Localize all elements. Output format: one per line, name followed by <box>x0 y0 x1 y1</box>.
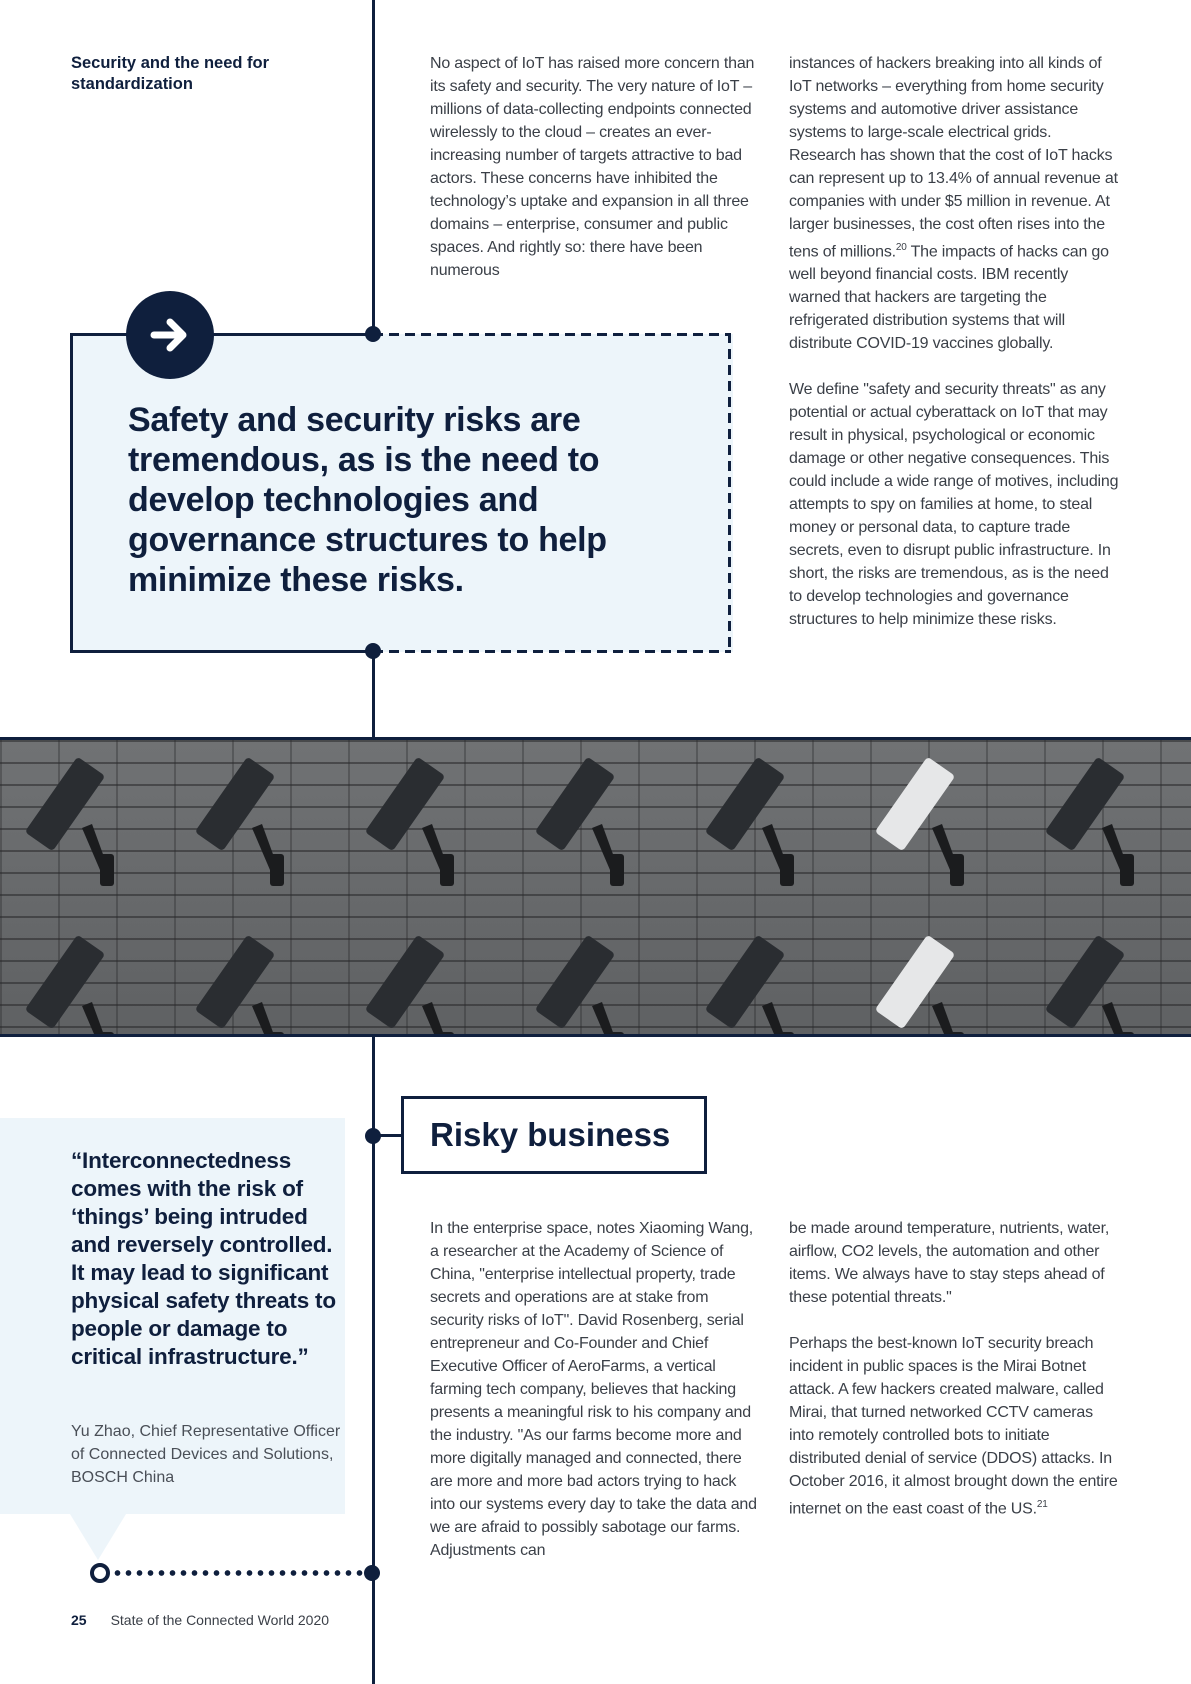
definition-paragraph: We define "safety and security threats" as any potential or actual cyberattack on IoT that may result in physical, psychological or economic damage or other negative consequences. This could include a wide range of motives, including attempts to spy on families at home, to steal money or personal data, to capture trade secrets, even to disrupt public infrastructure. In short, the risks are tremendous, as is the need to develop technologies and governance structures to help minimize these risks. <box>789 381 1119 629</box>
callout-border-bottom <box>70 650 373 653</box>
timeline-node <box>364 1565 380 1581</box>
timeline-node <box>365 326 381 342</box>
publication-title: State of the Connected World 2020 <box>110 1612 330 1628</box>
enterprise-paragraph: In the enterprise space, notes Xiaoming Wang, a researcher at the Academy of Science of China, "enterprise intellectual property, trade secrets and operations are at stake from security risks of IoT". David Rosenberg, serial entrepreneur and Co-Founder and Chief Executive Officer of AeroFarms, a vertical farming tech company, believes that hacking presents a meaningful risk to his company and the industry. "As our farms become more and more digitally managed and connected, there are more and more bad actors trying to hack into our systems every day to take the data and we are afraid to possibly sabotage our farms. Adjustments can <box>430 1220 757 1559</box>
quote-text: “Interconnectedness comes with the risk of ‘things’ being intruded and reversely controlled. It may lead to significant physical safety threats to people or damage to critical infrastructure.” <box>71 1148 336 1369</box>
intro-column-1 <box>430 52 760 305</box>
cctv-camera-photo <box>0 737 1191 1037</box>
intro-paragraph: No aspect of IoT has raised more concern than its safety and security. The very nature of IoT – millions of data-collecting endpoints connected wirelessly to the cloud – creates an ever-increasing number of targets attractive to bad actors. These concerns have inhibited the technology’s uptake and expansion in all three domains – enterprise, consumer and public spaces. And rightly so: there have been numerous <box>430 55 755 279</box>
footnote-ref[interactable]: 21 <box>1036 1499 1048 1510</box>
callout-dashed-right <box>728 333 731 653</box>
footnote-ref[interactable]: 20 <box>895 242 907 253</box>
risky-column-2 <box>789 1217 1119 1543</box>
quote-attribution: Yu Zhao, Chief Representative Officer of Connected Devices and Solutions, BOSCH China <box>71 1423 341 1486</box>
callout-text: Safety and security risks are tremendous, as is the need to develop technologies and governance structures to help minimize these risks. <box>128 401 607 599</box>
callout-dashed-bottom <box>373 650 731 653</box>
page-number: 25 <box>71 1612 87 1628</box>
intro-column-2 <box>789 52 1119 654</box>
callout-border-top <box>70 333 373 336</box>
farm-quote-paragraph: be made around temperature, nutrients, water, airflow, CO2 levels, the automation and other items. We always have to stay steps ahead of these potential threats." <box>789 1220 1110 1306</box>
cost-paragraph: instances of hackers breaking into all kinds of IoT networks – everything from home security systems and automotive driver assistance systems to large-scale electrical grids. Research has shown that the cost of IoT hacks can represent up to 13.4% of annual revenue at companies with under $5 million in revenue. At larger businesses, the cost often rises into the tens of millions.$^{20}$ The impacts of hacks can go well beyond financial costs. IBM recently warned that hackers are targeting the refrigerated distribution systems that will distribute COVID-19 vaccines globally. <box>789 55 1118 353</box>
timeline-ring-node <box>90 1563 110 1583</box>
risky-business-heading: Risky business <box>401 1096 707 1174</box>
section-label: Security and the need for standardization <box>71 54 270 93</box>
quote-panel-tail <box>70 1514 126 1560</box>
callout-dashed-top <box>373 333 731 336</box>
cctv-cameras-illustration <box>0 740 1191 1034</box>
arrow-right-glyph <box>146 311 194 359</box>
arrow-right-icon <box>126 291 214 379</box>
dotted-connector <box>112 1570 364 1576</box>
timeline-node <box>365 643 381 659</box>
mirai-paragraph: Perhaps the best-known IoT security breach incident in public spaces is the Mirai Botnet attack. A few hackers created malware, called Mirai, that turned networked CCTV cameras into remotely controlled bots to initiate distributed denial of service (DDOS) attacks. In October 2016, it almost brought down the entire internet on the east coast of the US.$^{21}$ <box>789 1335 1118 1518</box>
page-footer <box>71 1612 329 1628</box>
risky-column-1 <box>430 1217 760 1585</box>
heading-connector <box>373 1134 401 1137</box>
